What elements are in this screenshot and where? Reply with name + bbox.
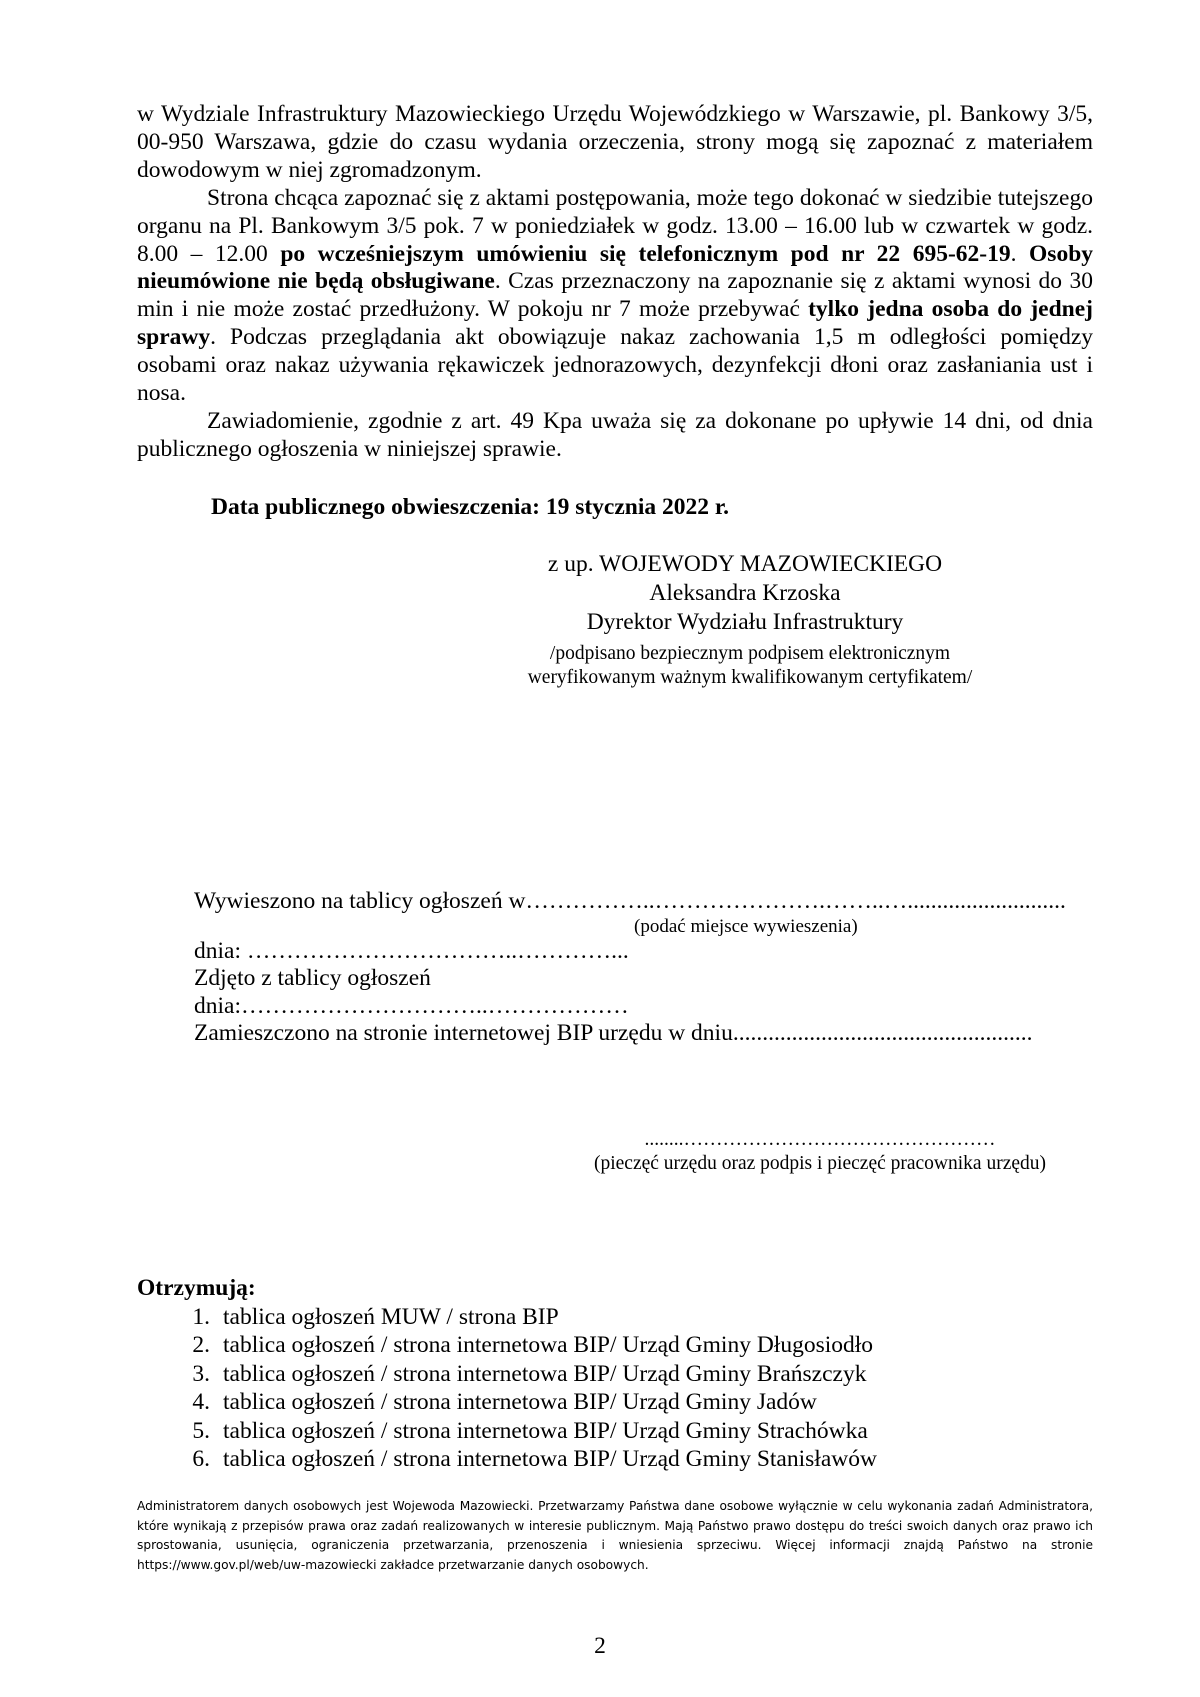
list-item [137, 1360, 877, 1388]
list-item [137, 1331, 877, 1359]
removed-date-line: dnia:…………………………..……………… [194, 992, 629, 1019]
separator-text: . [1010, 240, 1030, 267]
list-item [137, 1388, 877, 1416]
signature-note-line-2: weryfikowanym ważnym kwalifikowanym certyfikatem/ [527, 667, 973, 688]
paragraph-venue: w Wydziale Infrastruktury Mazowieckiego Urzędu Wojewódzkiego w Warszawie, pl. Bankowy 3/5, 00-950 Warszawa, gdzie do czasu wydania orzeczenia, strony mogą się zapoznać z materiałem dowodowym w niej zgromadzonym. [137, 101, 1093, 183]
posted-on-board-line: Wywieszono na tablicy ogłoszeń w……………..………………….……..…........................... [194, 888, 1066, 914]
list-item-text: tablica ogłoszeń / strona internetowa BIP/ Urząd Gminy Strachówka [223, 1417, 868, 1444]
list-item-text: tablica ogłoszeń / strona internetowa BIP/ Urząd Gminy Brańszczyk [223, 1360, 867, 1387]
list-item-text: tablica ogłoszeń / strona internetowa BIP/ Urząd Gminy Jadów [223, 1389, 817, 1416]
signature-note-line-1: /podpisano bezpiecznym podpisem elektronicznym [549, 643, 951, 664]
time-limit-text: . Czas przeznaczony na zapoznanie się z aktami wynosi do 30 min i nie może zostać przedłużony. W pokoju nr 7 może przebywać [137, 268, 1093, 323]
electronic-signature-note [500, 642, 1000, 690]
page-number: 2 [594, 1633, 606, 1659]
stamp-caption: (pieczęć urzędu oraz podpis i pieczęć pracownika urzędu) [593, 1153, 1047, 1174]
paragraph-access-rules [137, 185, 1093, 408]
stamp-area [560, 1128, 1080, 1176]
list-item [137, 1303, 877, 1331]
signatory-name: Aleksandra Krzoska [649, 580, 841, 606]
list-item [137, 1445, 877, 1473]
signature-authority: z up. WOJEWODY MAZOWIECKIEGO [547, 551, 943, 577]
recipients-title: Otrzymują: [137, 1275, 256, 1301]
list-item-number: 3. [192, 1360, 210, 1387]
signature-block [520, 550, 970, 637]
list-item-number: 5. [192, 1417, 210, 1444]
sanitary-rules-text: . Podczas przeglądania akt obowiązuje nakaz zachowania 1,5 m odległości pomiędzy osobami oraz nakaz używania rękawiczek jednorazowych, dezynfekcji dłoni oraz zasłaniania ust i nosa. [137, 324, 1093, 407]
gdpr-footer-note: Administratorem danych osobowych jest Wojewoda Mazowiecki. Przetwarzamy Państwa dane osobowe wyłącznie w celu wykonania zadań Administratora, które wynikają z przepisów prawa oraz zadań realizowanych w interesie publicznym. Mają Państwo prawo dostępu do treści swoich danych oraz prawo ich sprostowania, usunięcia, ograniczenia przetwarzania, przenoszenia i wniesienia sprzeciwu. Więcej informacji znajdą Państwo na stronie https://www.gov.pl/web/uw-mazowiecki zakładce przetwarzanie danych osobowych. [137, 1499, 1093, 1572]
list-item-text: tablica ogłoszeń MUW / strona BIP [223, 1304, 559, 1330]
list-item-number: 4. [192, 1389, 210, 1416]
list-item-text: tablica ogłoszeń / strona internetowa BIP/ Urząd Gminy Stanisławów [223, 1446, 877, 1473]
list-item-number: 1. [192, 1304, 210, 1330]
list-item-number: 2. [192, 1332, 210, 1359]
no-appointment-warning: Osoby nieumówione nie będą obsługiwane [137, 240, 1094, 295]
notice-body [137, 101, 1093, 464]
posted-date-line: dnia: ……………………………..…………... [194, 937, 629, 964]
list-item-number: 6. [192, 1446, 210, 1473]
access-hours-text: Strona chcąca zapoznać się z aktami postępowania, może tego dokonać w siedzibie tutejszego organu na Pl. Bankowym 3/5 pok. 7 w poniedziałek w godz. 13.00 – 16.00 lub w czwartek w godz. 8.00 – 12.00 [137, 184, 1093, 267]
one-person-rule: tylko jedna osoba do jednej sprawy [137, 296, 1093, 351]
list-item-text: tablica ogłoszeń / strona internetowa BIP/ Urząd Gminy Długosiodło [223, 1332, 874, 1359]
posting-record [194, 888, 1094, 1048]
publication-date: Data publicznego obwieszczenia: 19 stycznia 2022 r. [211, 494, 730, 520]
posting-place-caption: (podać miejsce wywieszenia) [634, 915, 858, 937]
recipients-list [137, 1303, 877, 1473]
stamp-dots: ........………………………………………… [644, 1129, 996, 1150]
paragraph-notification: Zawiadomienie, zgodnie z art. 49 Kpa uważa się za dokonane po upływie 14 dni, od dnia publicznego ogłoszenia w niniejszej sprawie. [137, 407, 1093, 462]
list-item [137, 1417, 877, 1445]
removed-from-board-line: Zdjęto z tablicy ogłoszeń [194, 965, 431, 991]
signatory-title: Dyrektor Wydziału Infrastruktury [586, 609, 904, 635]
appointment-phone-text: po wcześniejszym umówieniu się telefonicznym pod nr 22 695-62-19 [280, 240, 1011, 267]
bip-published-line: Zamieszczono na stronie internetowej BIP urzędu w dniu................................................... [194, 1020, 1033, 1046]
